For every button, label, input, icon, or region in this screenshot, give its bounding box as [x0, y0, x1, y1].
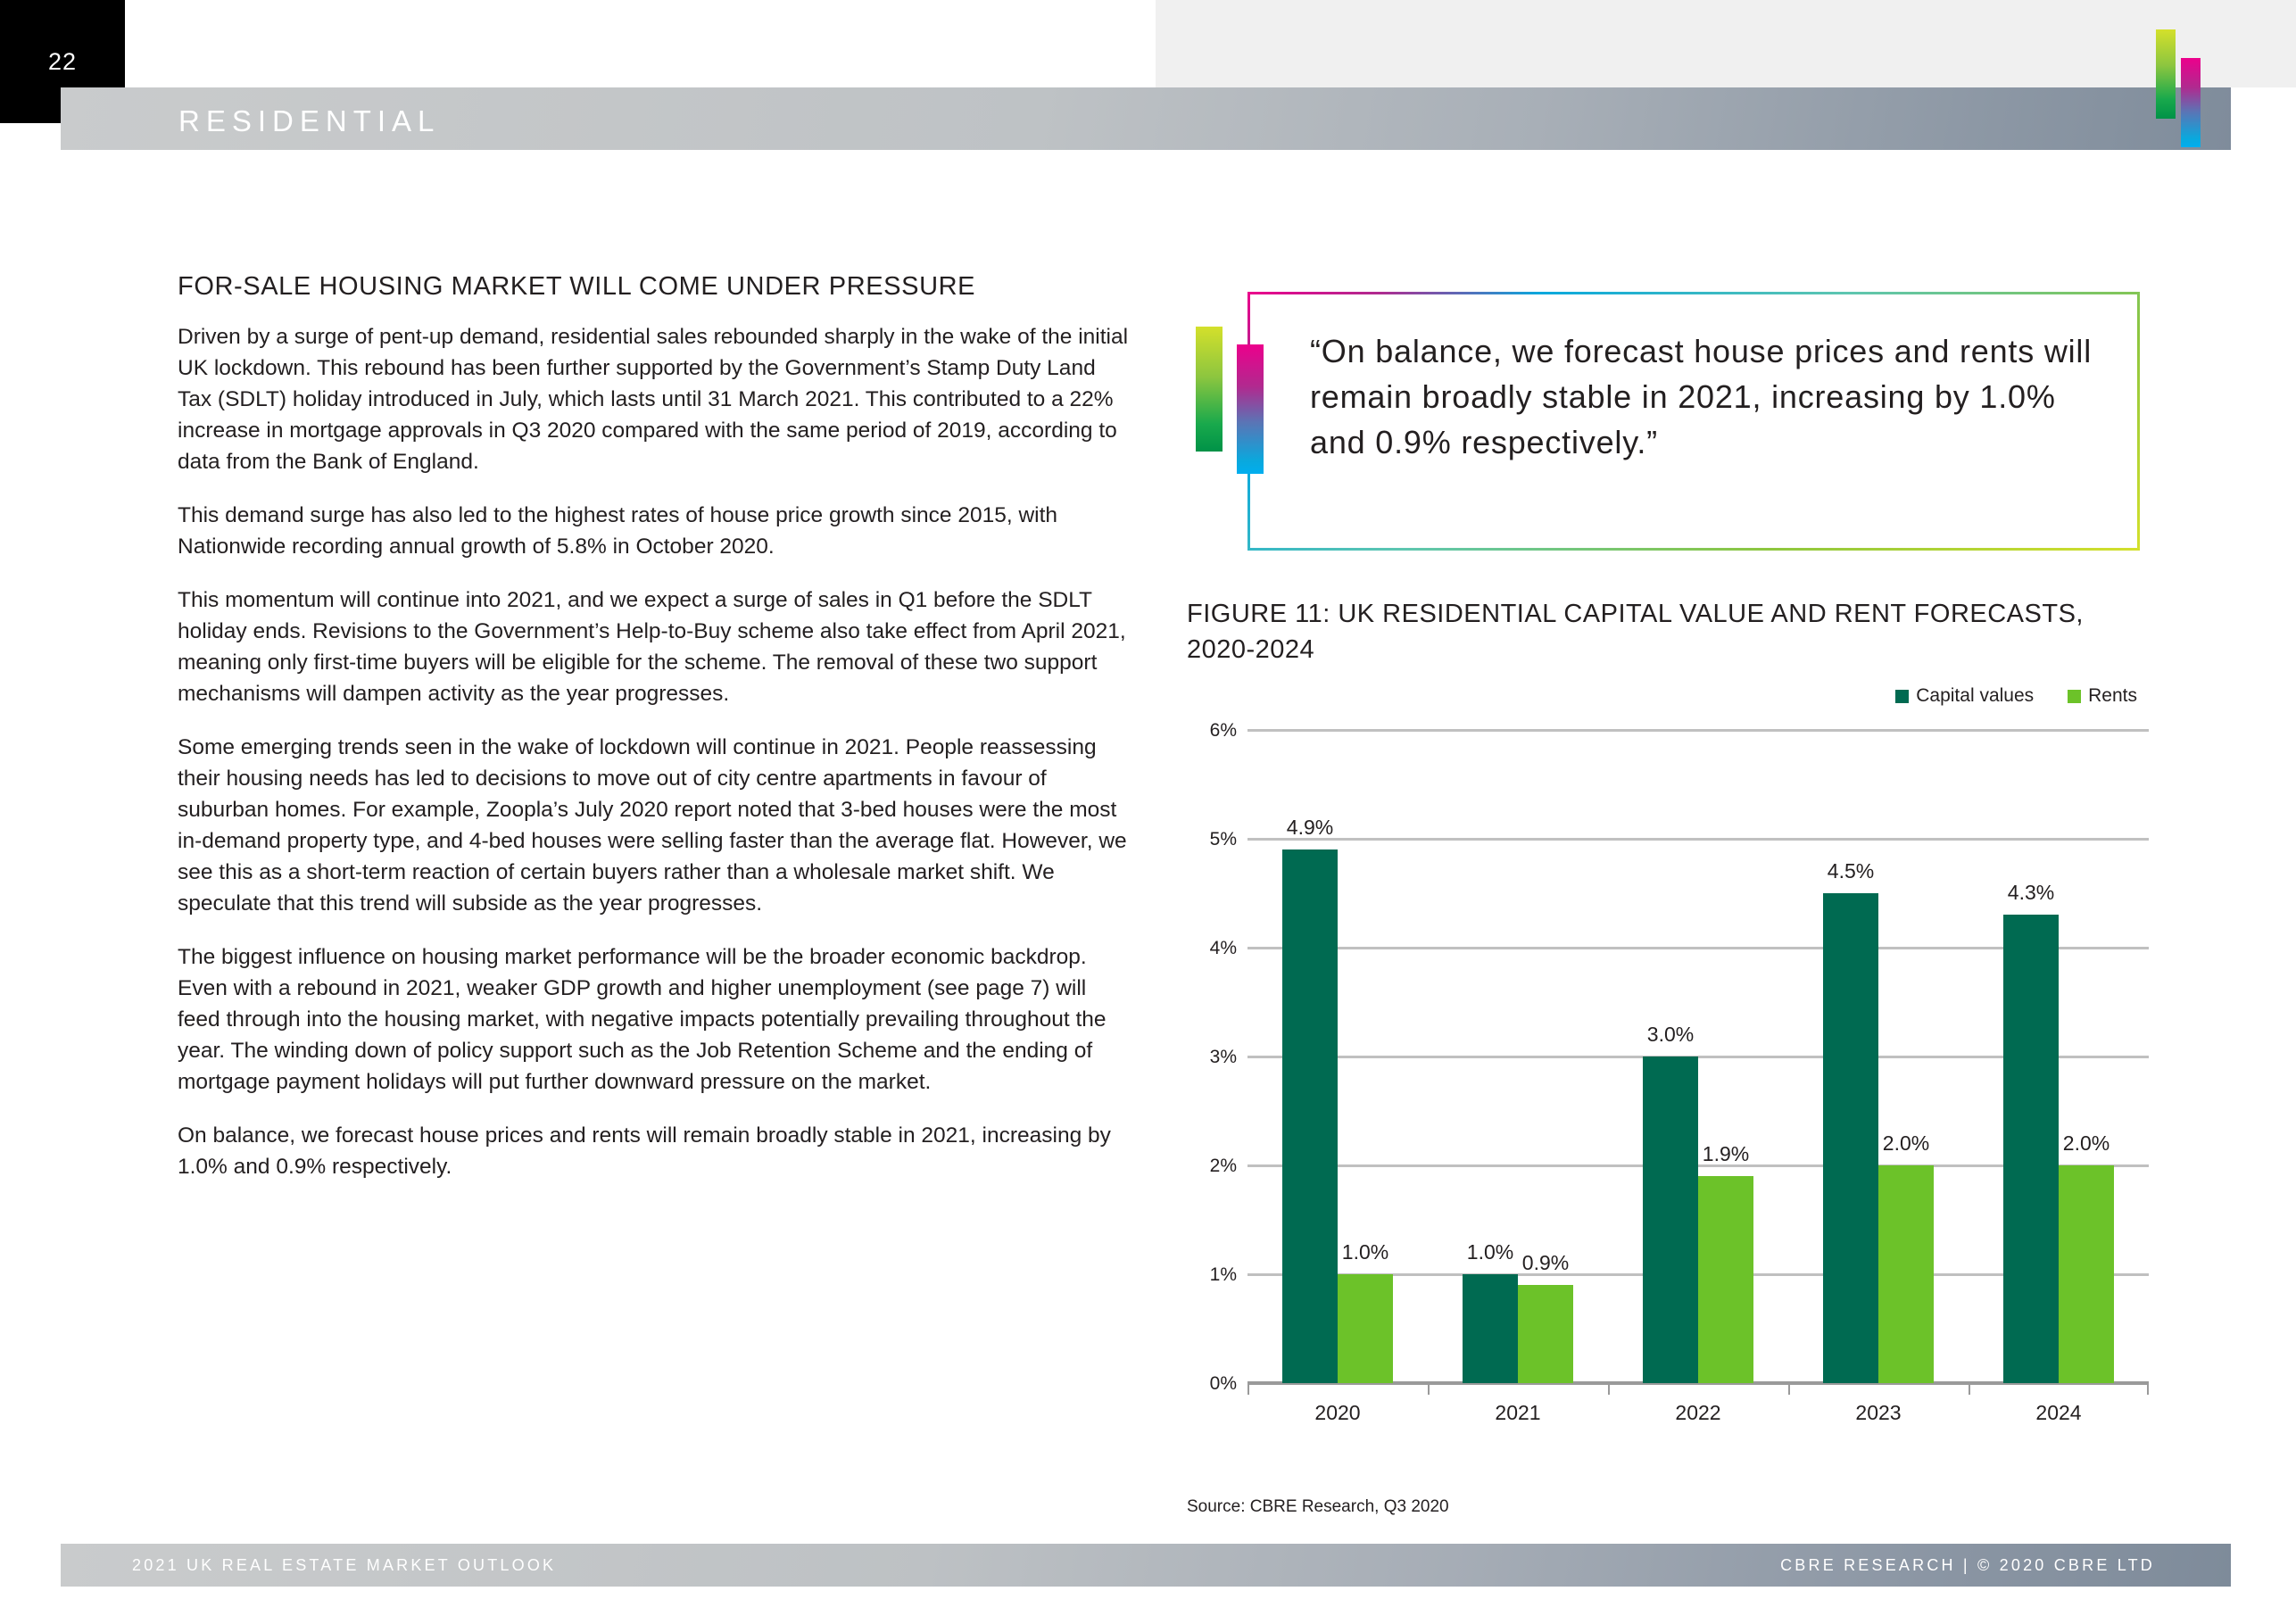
chart-bar-value-label: 2.0%: [1882, 1131, 1930, 1155]
chart-bar: [1823, 859, 1878, 1383]
chart-bar: [2059, 1131, 2114, 1383]
chart-bar: [1518, 1251, 1573, 1383]
article-heading: FOR-SALE HOUSING MARKET WILL COME UNDER PRESSURE: [178, 272, 976, 301]
page-number: 22: [47, 48, 78, 75]
chart-bar: [1463, 1240, 1518, 1383]
article-paragraph-5: The biggest influence on housing market performance will be the broader economic backdrop. Even with a rebound in 2021, weaker GDP growth and higher unemployment (see page 7) will feed through into the housing market, with negative impacts potentially prevailing throughout the year. The winding down of policy support such as the Job Retention Scheme and the ending of mortgage payment holidays will put further downward pressure on the market.: [178, 945, 1107, 1094]
footer-right-text: CBRE RESEARCH | © 2020 CBRE LTD: [1780, 1556, 2155, 1574]
chart-bar-group: [1247, 730, 1428, 1383]
legend-swatch-capital-values: [1895, 690, 1909, 703]
chart-x-tick-label: 2021: [1495, 1401, 1541, 1424]
chart-bar: [1698, 1142, 1753, 1383]
chart-legend: [1895, 685, 2137, 707]
chart-bar-group: [1428, 730, 1608, 1383]
chart-y-tick-label: 1%: [1209, 1264, 1237, 1285]
chart-bar-value-label: 0.9%: [1521, 1251, 1570, 1275]
chart-y-tick-label: 4%: [1209, 938, 1237, 958]
chart-x-tick-label: 2023: [1855, 1401, 1902, 1424]
chart-bar: [1282, 816, 1338, 1383]
article-paragraph-3: This momentum will continue into 2021, and we expect a surge of sales in Q1 before the SDLT holiday ends. Revisions to the Government’s Help-to-Buy scheme also take effect from April 2021, meaning only first-time buyers will be eligible for the scheme. The removal of these two support mechanisms will dampen activity as the year progresses.: [178, 588, 1126, 706]
chart-bar-group: [1608, 730, 1788, 1383]
chart-y-tick-label: 5%: [1209, 829, 1237, 849]
chart-x-tickmark: [1969, 1385, 1970, 1395]
chart-x-tickmark: [1428, 1385, 1430, 1395]
accent-bar-magenta-header: [2181, 58, 2201, 147]
chart-x-tick-label: 2020: [1314, 1401, 1361, 1424]
chart-bar-value-label: 4.9%: [1286, 816, 1334, 840]
chart-bar-value-label: 1.9%: [1702, 1142, 1750, 1166]
legend-item-rents: [2068, 685, 2137, 707]
legend-item-capital-values: [1895, 685, 2034, 707]
chart-bar-group: [1788, 730, 1969, 1383]
chart-plot-area: [1209, 720, 2149, 1424]
article-paragraph-1: Driven by a surge of pent-up demand, residential sales rebounded sharply in the wake of the initial UK lockdown. This rebound has been further supported by the Government’s Stamp Duty Land Tax (SDLT) holiday introduced in July, which lasts until 31 March 2021. This contributed to a 22% increase in mortgage approvals in Q3 2020 compared with the same period of 2019, according to data from the Bank of England.: [178, 325, 1129, 474]
chart-bar: [1643, 1023, 1698, 1383]
chart-bar-value-label: 2.0%: [2062, 1131, 2110, 1155]
legend-label-capital-values: Capital values: [1916, 685, 2035, 706]
article-paragraph-4: Some emerging trends seen in the wake of lockdown will continue in 2021. People reassessing their housing needs has led to decisions to move out of city centre apartments in favour of suburban homes. For example, Zoopla’s July 2020 report noted that 3-bed houses were the most in-demand property type, and 4-bed houses were selling faster than the average flat. However, we see this as a short-term reaction of certain buyers rather than a wholesale market shift. We speculate that this trend will subside as the year progresses.: [178, 735, 1127, 916]
chart-bar-value-label: 4.5%: [1827, 859, 1875, 883]
legend-label-rents: Rents: [2088, 685, 2137, 706]
pull-quote-text: “On balance, we forecast house prices and rents will remain broadly stable in 2021, increasing by 1.0% and 0.9% respectively.”: [1310, 333, 2093, 460]
chart-y-tick-label: 0%: [1209, 1373, 1237, 1394]
accent-bar-green-quote: [1196, 327, 1223, 452]
chart-source: Source: CBRE Research, Q3 2020: [1187, 1497, 1449, 1516]
chart-bar: [2003, 881, 2059, 1383]
chart-bar-value-label: 4.3%: [2007, 881, 2055, 905]
chart-x-tick-label: 2022: [1675, 1401, 1721, 1424]
bar-chart: [1187, 720, 2149, 1432]
article-paragraph-6: On balance, we forecast house prices and rents will remain broadly stable in 2021, increasing by 1.0% and 0.9% respectively.: [178, 1123, 1111, 1179]
chart-x-tick-label: 2024: [2035, 1401, 2082, 1424]
chart-bar: [1878, 1131, 1934, 1383]
chart-y-tick-label: 2%: [1209, 1156, 1237, 1176]
chart-bar-group: [1969, 730, 2149, 1383]
chart-bar: [1338, 1240, 1393, 1383]
footer-left-text: 2021 UK REAL ESTATE MARKET OUTLOOK: [132, 1556, 557, 1574]
chart-y-tick-label: 3%: [1209, 1047, 1237, 1067]
chart-x-tickmark: [1608, 1385, 1610, 1395]
chart-bar-value-label: 1.0%: [1341, 1240, 1389, 1264]
section-title: RESIDENTIAL: [178, 104, 441, 137]
chart-x-tickmark: [1788, 1385, 1790, 1395]
accent-bar-green-header: [2156, 29, 2176, 119]
chart-bar-value-label: 1.0%: [1466, 1240, 1514, 1264]
accent-bar-magenta-quote: [1237, 344, 1264, 474]
legend-swatch-rents: [2068, 690, 2081, 703]
figure-title: FIGURE 11: UK RESIDENTIAL CAPITAL VALUE AND RENT FORECASTS, 2020-2024: [1187, 600, 2084, 664]
chart-y-tick-label: 6%: [1209, 720, 1237, 741]
article-paragraph-2: This demand surge has also led to the highest rates of house price growth since 2015, with Nationwide recording annual growth of 5.8% in October 2020.: [178, 503, 1058, 559]
top-background-band: [1156, 0, 2296, 87]
chart-x-tickmark: [1247, 1385, 1249, 1395]
chart-x-tickmark: [2147, 1385, 2149, 1395]
chart-bar-value-label: 3.0%: [1646, 1023, 1695, 1046]
article-text-column: [178, 272, 1132, 1205]
